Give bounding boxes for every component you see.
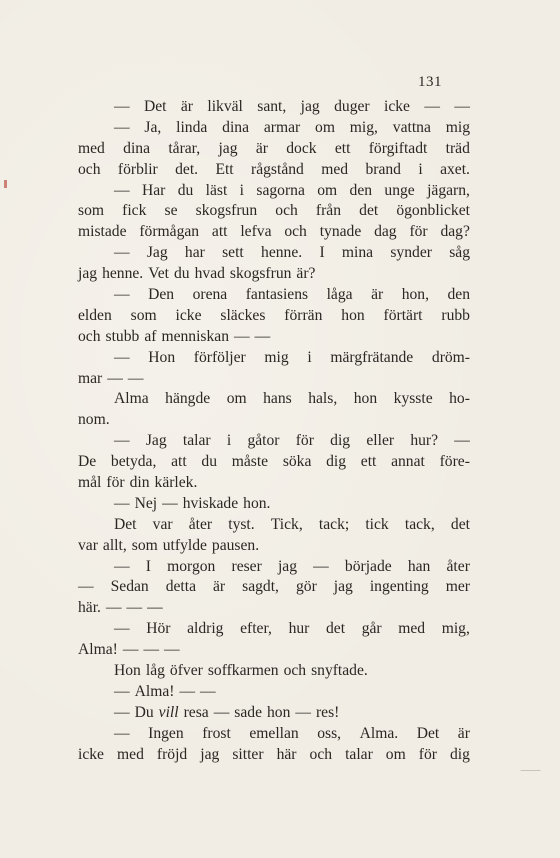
text-line: mål för din kärlek. — [78, 474, 198, 492]
text-line: mistade förmågan att lefva och tynade dag för dag? — [78, 223, 470, 241]
text-line: — Hör aldrig efter, hur det går med mig, — [114, 620, 470, 638]
text-line: Alma hängde om hans hals, hon kysste ho- — [114, 390, 470, 408]
text-line: — Jag talar i gåtor för dig eller hur? — — [114, 432, 470, 450]
text-line: — Hon förföljer mig i märgfrätande dröm- — [114, 348, 470, 366]
text-line: — Alma! — — — [114, 682, 216, 700]
text-line: som fick se skogsfrun och från det ögonblicket — [78, 202, 470, 220]
text-line: jag henne. Vet du hvad skogsfrun är? — [78, 265, 316, 283]
text-line: — Det är likväl sant, jag duger icke — — — [114, 98, 470, 115]
text-line: icke med fröjd jag sitter här och talar om för dig — [78, 745, 470, 763]
margin-mark — [4, 180, 7, 188]
text-line: — Du vill resa — sade hon — res! — [114, 703, 340, 721]
text-line: — Nej — hviskade hon. — [114, 494, 271, 512]
page-number: 131 — [418, 74, 442, 90]
text-line: var allt, som utfylde pausen. — [78, 536, 260, 554]
text-line: mar — — — [78, 369, 144, 387]
text-line: De betyda, att du måste söka dig ett annat före- — [78, 453, 470, 471]
text-line: Det var åter tyst. Tick, tack; tick tack, det — [114, 515, 470, 533]
text-line: med dina tårar, jag är dock ett förgiftadt träd — [78, 139, 470, 157]
text-line: Alma! — — — — [78, 641, 180, 659]
text-line: — Den orena fantasiens låga är hon, den — [114, 286, 470, 304]
text-line: nom. — [78, 411, 110, 429]
text-line: — Ingen frost emellan oss, Alma. Det är — [114, 724, 470, 742]
text-line: — Sedan detta är sagdt, gör jag ingenting mer — [78, 578, 470, 596]
text-line: — Jag har sett henne. I mina synder såg — [114, 244, 470, 262]
text-line: Hon låg öfver soffkarmen och snyftade. — [114, 662, 368, 680]
body-text — [78, 97, 470, 766]
text-line: och förblir det. Ett rågstånd med brand i axet. — [78, 160, 470, 178]
text-line: — I morgon reser jag — började han åter — [114, 557, 470, 575]
page-corner-mark — [520, 758, 548, 771]
text-line: — Har du läst i sagorna om den unge jägarn, — [114, 181, 470, 199]
text-line: elden som icke släckes förrän hon förtärt rubb — [78, 306, 470, 324]
text-line: — Ja, linda dina armar om mig, vattna mig — [114, 118, 470, 136]
text-line: och stubb af menniskan — — — [78, 327, 271, 345]
text-line: här. — — — — [78, 599, 163, 617]
